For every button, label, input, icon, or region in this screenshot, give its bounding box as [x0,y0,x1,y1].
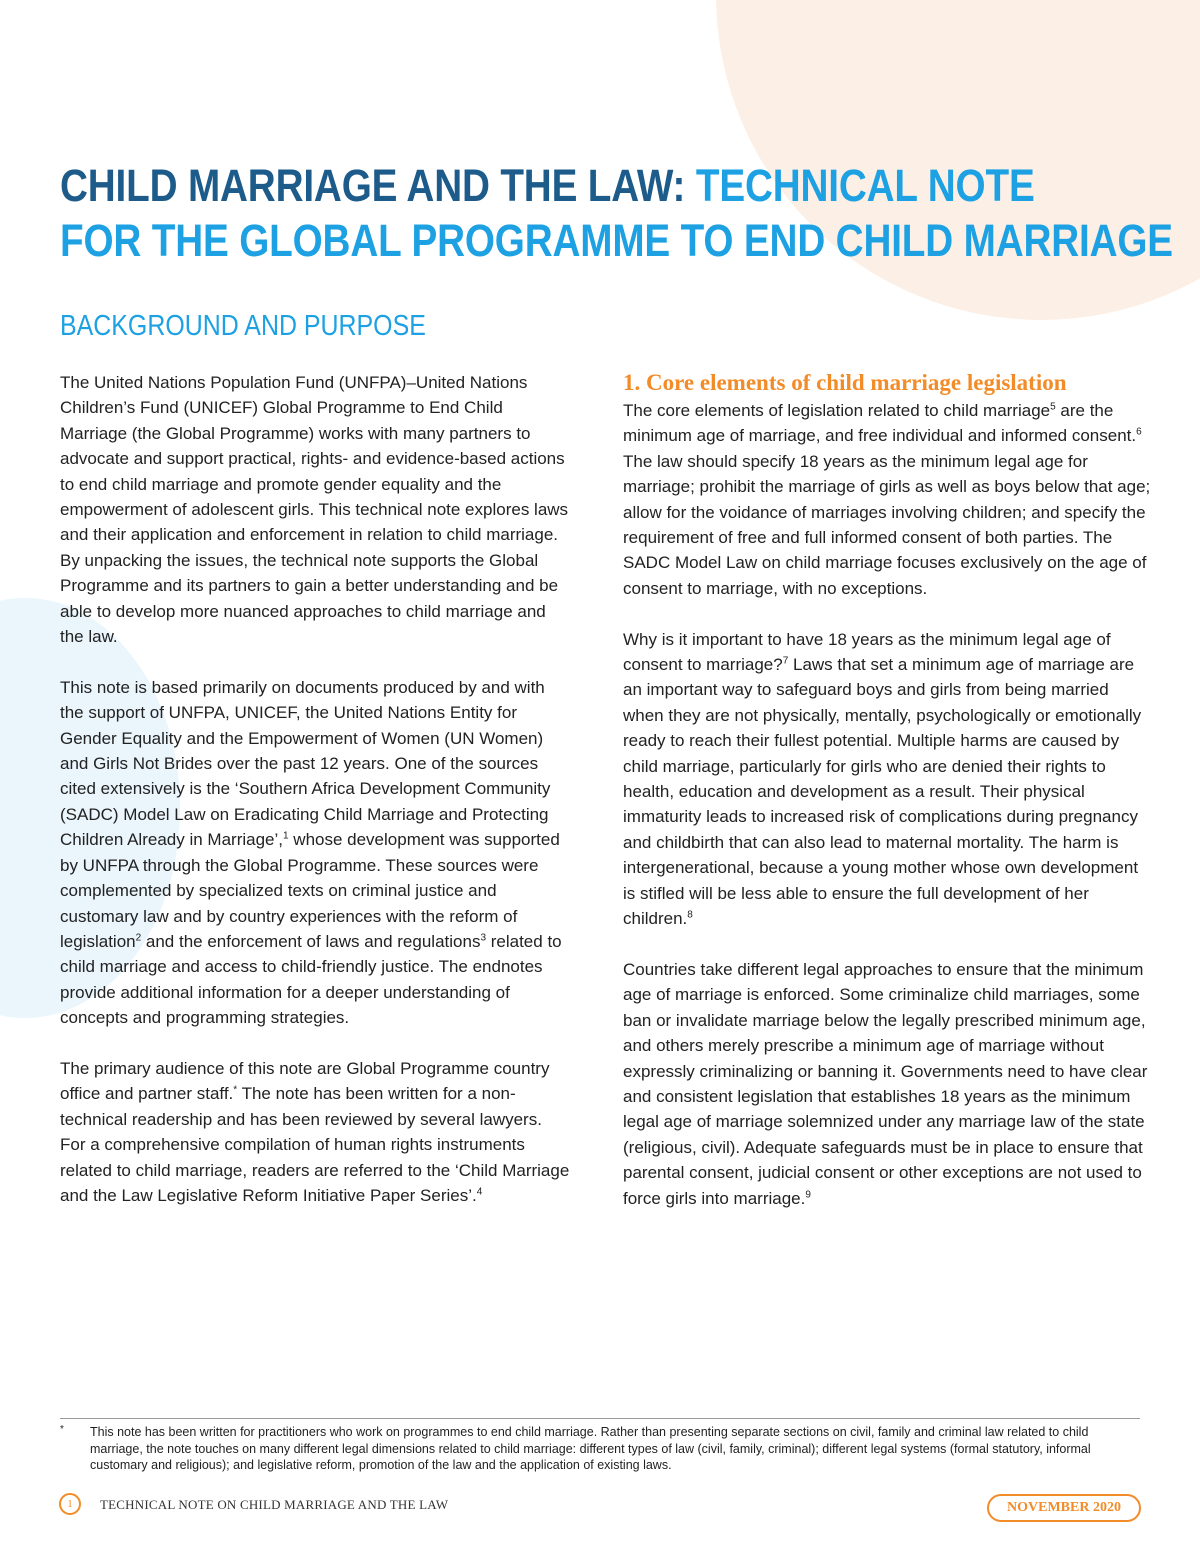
endnote-ref-3[interactable]: 3 [480,932,487,944]
running-footer-title: TECHNICAL NOTE ON CHILD MARRIAGE AND THE LAW [100,1497,449,1512]
subsection-heading: 1. Core elements of child marriage legislation [623,370,1067,395]
endnote-ref-6[interactable]: 6 [1136,426,1142,438]
title-line-2: FOR THE GLOBAL PROGRAMME TO END CHILD MARRIAGE [60,215,1173,266]
endnote-ref-7[interactable]: 7 [782,655,789,667]
left-column [60,370,570,1234]
endnote-ref-4[interactable]: 4 [476,1186,483,1198]
endnote-ref-9[interactable]: 9 [805,1188,811,1200]
title-part-light: TECHNICAL NOTE [695,160,1035,211]
footnote-mark: * [60,1424,64,1435]
endnote-ref-1[interactable]: 1 [283,830,289,842]
document-title [60,158,1173,268]
footnote-divider [60,1418,1140,1419]
right-paragraph-3: Countries take different legal approaches to ensure that the minimum age of marriage is enforced. Some criminalize child marriages, some ban or invalidate marriage below the legally prescribed minimum age, and others merely prescribe a minimum age of marriage without expressly criminalizing or banning it. Governments need to have clear and consistent legislation that establishes 18 years as the minimum legal age of marriage solemnized under any marriage law of the state (religious, civil). Adequate safeguards must be in place to ensure that parental consent, judicial consent or other exceptions are not used to force girls into marriage.$^9$ [623,959,1148,1208]
section-heading: BACKGROUND AND PURPOSE [60,310,426,342]
endnote-ref-5[interactable]: 5 [1050,401,1056,413]
endnote-ref-8[interactable]: 8 [687,909,693,921]
title-part-dark: CHILD MARRIAGE AND THE LAW: [60,160,686,211]
footnote-text: This note has been written for practitioners who work on programmes to end child marriage. Rather than presenting separate sections on civil, family and criminal law related to child marriage, the note touches on many different legal dimensions related to child marriage: different types of law (civil, family, criminal); different legal systems (formal statutory, informal customary and religious); and legislative reform, promotion of the law and the application of existing laws. [90,1425,1091,1472]
page-number-badge: 1 [59,1493,81,1515]
footnote [60,1424,1140,1474]
endnote-ref-2[interactable]: 2 [135,932,142,944]
right-paragraph-1: The core elements of legislation related to child marriage$^5$ are the minimum age of marriage, and free individual and informed consent.$^6$ The law should specify 18 years as the minimum legal age for marriage; prohibit the marriage of girls as well as boys below that age; allow for the voidance of marriages involving children; and specify the requirement of free and full informed consent of both parties. The SADC Model Law on child marriage focuses exclusively on the age of consent to marriage, with no exceptions. [623,401,1151,598]
right-column [623,368,1153,1236]
left-paragraph-3: The primary audience of this note are Global Programme country office and partner staff.* The note has been written for a non-technical readership and has been reviewed by several lawyers. For a comprehensive compilation of human rights instruments related to child marriage, readers are referred to the ‘Child Marriage and the Law Legislative Reform Initiative Paper Series’.$^4$ [60,1058,570,1205]
right-paragraph-2: Why is it important to have 18 years as the minimum legal age of consent to marriage?$^7$ Laws that set a minimum age of marriage are an important way to safeguard boys and girls from being married when they are not physically, mentally, psychologically or emotionally ready to reach their fullest potential. Multiple harms are caused by child marriage, particularly for girls who are denied their rights to health, education and development as a result. Their physical immaturity leads to increased risk of complications during pregnancy and childbirth that can also lead to maternal mortality. The harm is intergenerational, because a young mother whose own development is stifled will be less able to ensure the full development of her children.$^8$ [623,629,1142,929]
left-paragraph-1: The United Nations Population Fund (UNFPA)–United Nations Children’s Fund (UNICEF) Global Programme to End Child Marriage (the Global Programme) works with many partners to advocate and support practical, rights- and evidence-based actions to end child marriage and promote gender equality and the empowerment of adolescent girls. This technical note explores laws and their application and enforcement in relation to child marriage. By unpacking the issues, the technical note supports the Global Programme and its partners to gain a better understanding and be able to develop more nuanced approaches to child marriage and the law. [60,373,569,647]
date-badge: NOVEMBER 2020 [987,1494,1141,1522]
footnote-ref-star[interactable]: * [233,1084,238,1096]
left-paragraph-2: This note is based primarily on documents produced by and with the support of UNFPA, UNICEF, the United Nations Entity for Gender Equality and the Empowerment of Women (UN Women) and Girls Not Brides over the past 12 years. One of the sources cited extensively is the ‘Southern Africa Development Community (SADC) Model Law on Eradicating Child Marriage and Protecting Children Already in Marriage’,$^1$ whose development was supported by UNFPA through the Global Programme. These sources were complemented by specialized texts on criminal justice and customary law and by country experiences with the reform of legislation$^2$ and the enforcement of laws and regulations$^3$ related to child marriage and access to child-friendly justice. The endnotes provide additional information for a deeper understanding of concepts and programming strategies. [60,677,562,1028]
